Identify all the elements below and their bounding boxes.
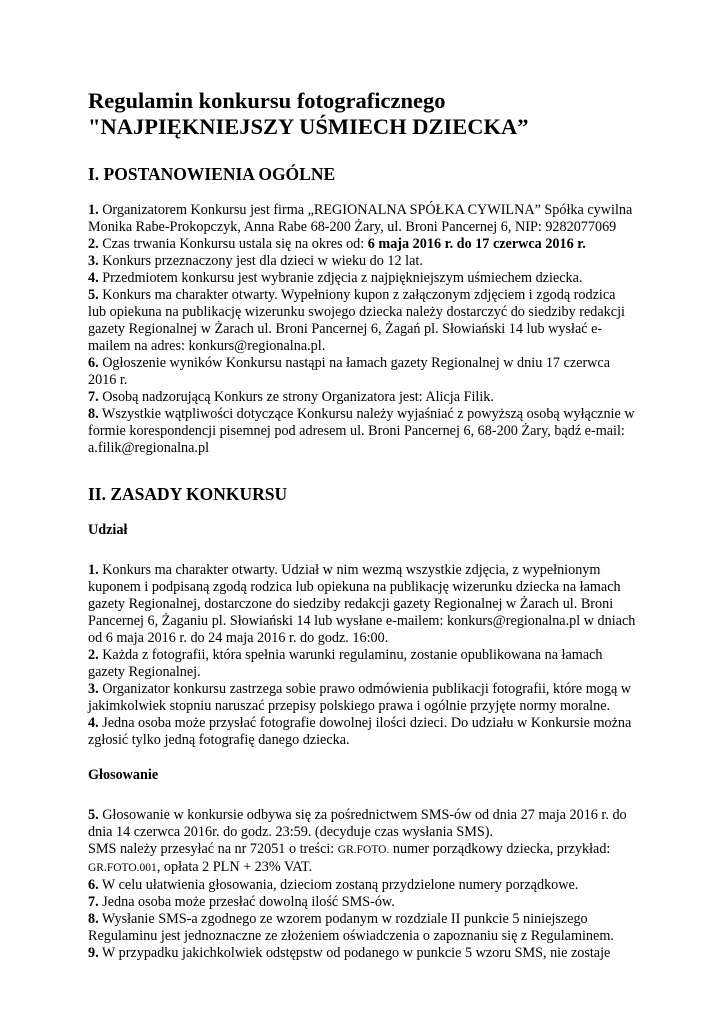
section-1-point-2: 2. Czas trwania Konkursu ustala się na okres od: 6 maja 2016 r. do 17 czerwca 2016 r.: [88, 236, 586, 252]
section-2-point-2: 2. Każda z fotografii, która spełnia warunki regulaminu, zostanie opublikowana na łamach gazety Regionalnej.: [88, 647, 603, 680]
subheading-glosowanie: Głosowanie: [88, 767, 159, 783]
section-2-heading: II. ZASADY KONKURSU: [88, 484, 288, 504]
section-1-point-8: 8. Wszystkie wątpliwości dotyczące Konkursu należy wyjaśniać z powyższą osobą wyłącznie w formie korespondencji pisemnej pod adresem ul. Broni Pancernej 6, 68-200 Żary, bądź e-mail: a.filik@regionalna.pl: [88, 406, 635, 456]
section-2-point-1: 1. Konkurs ma charakter otwarty. Udział w nim wezmą wszystkie zdjęcia, z wypełnionym kuponem i podpisaną zgodą rodzica lub opiekuna na publikację wizerunku dziecka na łamach gazety Regionalnej, dostarczone do siedziby redakcji gazety Regionalnej w Żarach ul. Broni Pancernej 6, Żaganiu pl. Słowiański 14 lub wysłane e-mailem: konkurs@regionalna.pl w dniach od 6 maja 2016 r. do 24 maja 2016 r. do godz. 16:00.: [88, 562, 636, 646]
spacer: [88, 457, 636, 484]
section-2-point-5: 5. Głosowanie w konkursie odbywa się za pośrednictwem SMS-ów od dnia 27 maja 2016 r. do dnia 14 czerwca 2016r. do godz. 23:59. (decyduje czas wysłania SMS).: [88, 807, 627, 840]
section-2-point-4: 4. Jedna osoba może przysłać fotografie dowolnej ilości dzieci. Do udziału w Konkursie można zgłosić tylko jedną fotografię danego dziecka.: [88, 715, 632, 748]
subheading-udzial: Udział: [88, 522, 128, 538]
section-1-point-4: 4. Przedmiotem konkursu jest wybranie zdjęcia z najpiękniejszym uśmiechem dziecka.: [88, 270, 583, 286]
spacer: [88, 749, 636, 767]
section-1-point-6: 6. Ogłoszenie wyników Konkursu nastąpi na łamach gazety Regionalnej w dniu 17 czerwca 2016 r.: [88, 355, 611, 388]
section-2-point-6: 6. W celu ułatwienia głosowania, dzieciom zostaną przydzielone numery porządkowe.: [88, 877, 579, 893]
section-2-point-9: 9. W przypadku jakichkolwiek odstępstw od podanego w punkcie 5 wzoru SMS, nie zostaje: [88, 945, 611, 961]
title-line-1: Regulamin konkursu fotograficznego: [88, 88, 446, 113]
title-line-2: "NAJPIĘKNIEJSZY UŚMIECH DZIECKA”: [88, 114, 529, 139]
section-2-point-5-sms: SMS należy przesyłać na nr 72051 o treści: GR.FOTO. numer porządkowy dziecka, przykład: GR.FOTO.001, opłata 2 PLN + 23% VAT.: [88, 841, 611, 875]
section-2-point-7: 7. Jedna osoba może przesłać dowolną ilość SMS-ów.: [88, 894, 395, 910]
section-2-point-8: 8. Wysłanie SMS-a zgodnego ze wzorem podanym w rozdziale II punkcie 5 niniejszego Regulaminu jest jednoznaczne ze złożeniem oświadczenia o zapoznaniu się z Regulaminem.: [88, 911, 614, 944]
section-1-point-3: 3. Konkurs przeznaczony jest dla dzieci w wieku do 12 lat.: [88, 253, 423, 269]
document-page: [88, 88, 636, 962]
document-title: [88, 88, 636, 140]
section-2-point-3: 3. Organizator konkursu zastrzega sobie prawo odmówienia publikacji fotografii, które mogą w jakimkolwiek stopniu naruszać przepisy polskiego prawa i ogólnie przyjęte normy moralne.: [88, 681, 632, 714]
section-1-point-1: 1. Organizatorem Konkursu jest firma „REGIONALNA SPÓŁKA CYWILNA” Spółka cywilna Monika Rabe-Prokopczyk, Anna Rabe 68-200 Żary, ul. Broni Pancernej 6, NIP: 9282077069: [88, 202, 633, 235]
section-1-point-5: 5. Konkurs ma charakter otwarty. Wypełniony kupon z załączonym zdjęciem i zgodą rodzica lub opiekuna na publikację wizerunku swojego dziecka należy dostarczyć do siedziby redakcji gazety Regionalnej w Żarach ul. Broni Pancernej 6, Żagań pl. Słowiański 14 lub wysłać e-mailem na adres: konkurs@regionalna.pl.: [88, 287, 625, 354]
section-1-point-7: 7. Osobą nadzorującą Konkurs ze strony Organizatora jest: Alicja Filik.: [88, 389, 494, 405]
section-1-heading: I. POSTANOWIENIA OGÓLNE: [88, 164, 336, 184]
